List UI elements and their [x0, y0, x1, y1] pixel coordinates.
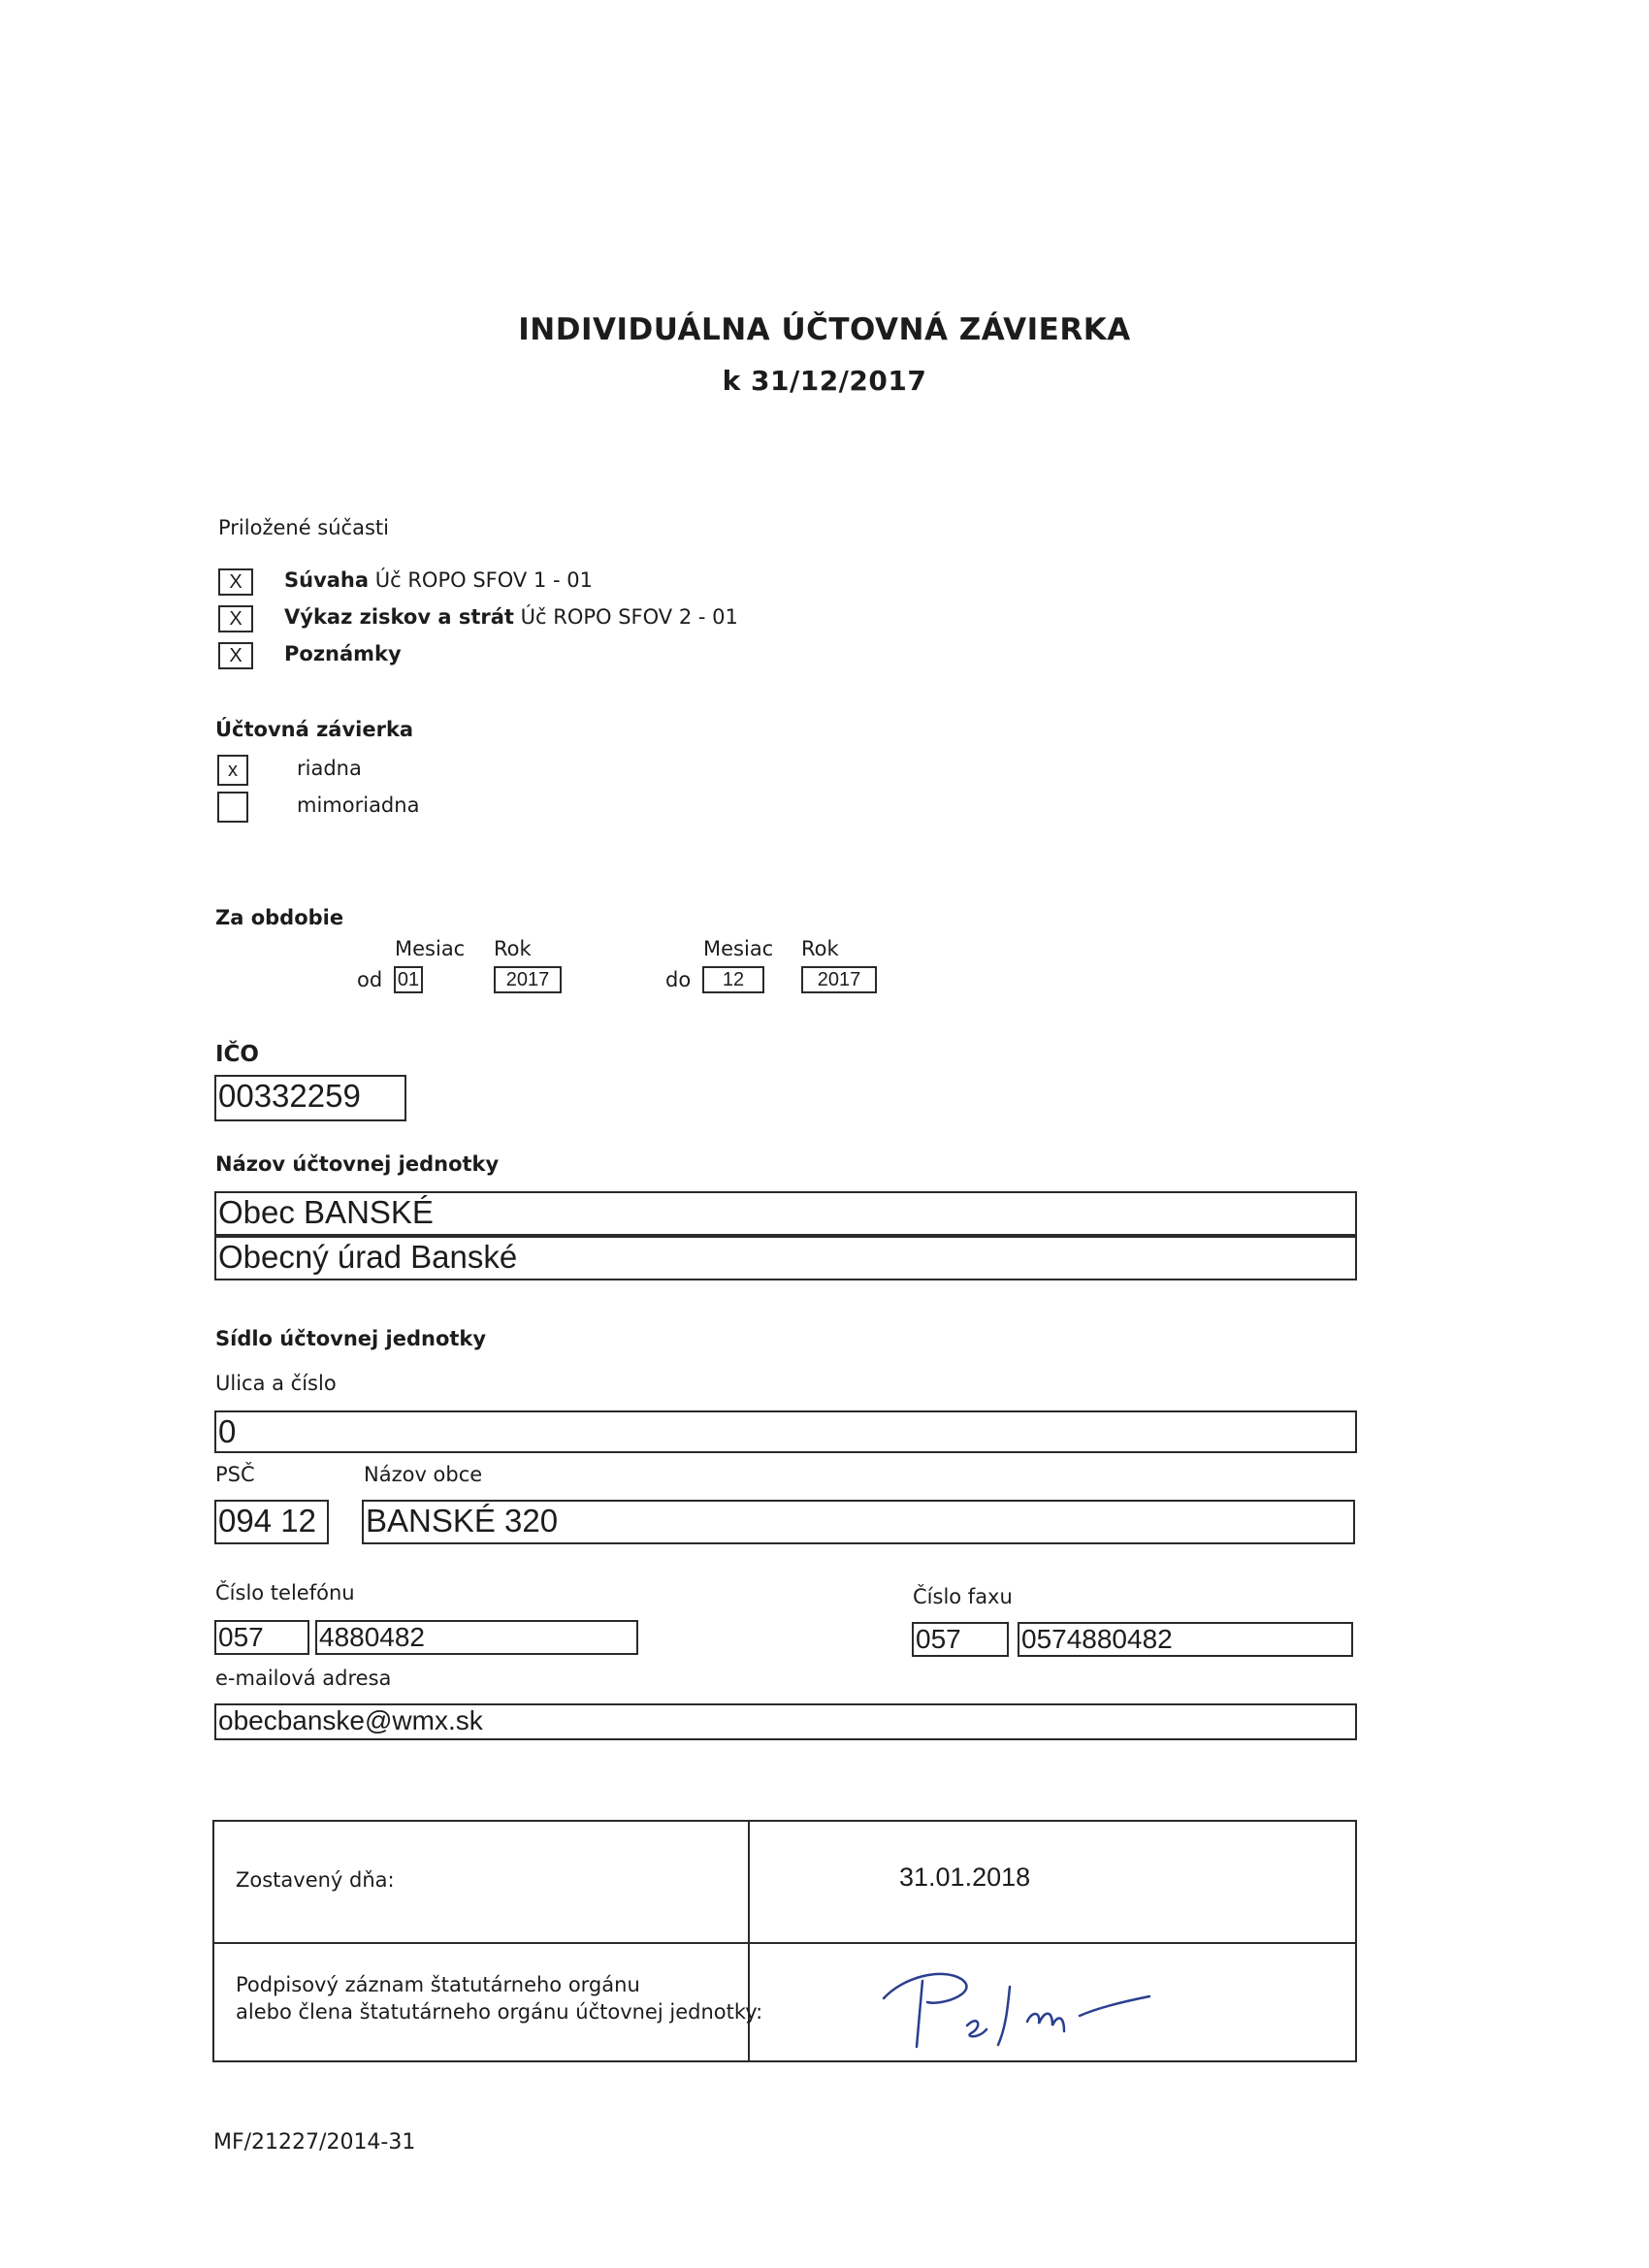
phone-label: Číslo telefónu: [215, 1581, 355, 1604]
attachment-name: Súvaha: [284, 568, 370, 592]
attachment-poznamky: Poznámky: [284, 642, 402, 665]
attachment-vykaz: [284, 605, 738, 629]
from-label: od: [357, 968, 383, 991]
period-heading: Za obdobie: [215, 906, 344, 929]
from-year-field[interactable]: 2017: [494, 966, 562, 993]
to-year-label: Rok: [801, 937, 839, 960]
attachment-code: Úč ROPO SFOV 1 - 01: [374, 568, 593, 592]
document-date: k 31/12/2017: [722, 365, 927, 397]
checkbox-poznamky[interactable]: X: [218, 642, 253, 669]
street-label: Ulica a číslo: [215, 1372, 337, 1395]
from-month-field[interactable]: 01: [394, 966, 423, 993]
to-label: do: [665, 968, 692, 991]
address-heading: Sídlo účtovnej jednotky: [215, 1327, 487, 1350]
fax-label: Číslo faxu: [913, 1585, 1013, 1608]
phone-number-field[interactable]: 4880482: [315, 1620, 638, 1655]
email-field[interactable]: obecbanske@wmx.sk: [214, 1703, 1357, 1740]
compiled-date: 31.01.2018: [899, 1863, 1031, 1892]
street-field[interactable]: 0: [214, 1410, 1357, 1453]
to-month-field[interactable]: 12: [702, 966, 764, 993]
email-label: e-mailová adresa: [215, 1667, 392, 1690]
zip-label: PSČ: [215, 1463, 255, 1486]
fax-prefix-field[interactable]: 057: [912, 1622, 1009, 1657]
ico-label: IČO: [215, 1042, 259, 1067]
sign-label-line2: alebo člena štatutárneho orgánu účtovnej jednotky:: [236, 2000, 763, 2024]
checkbox-suvaha[interactable]: X: [218, 568, 253, 596]
from-year-label: Rok: [494, 937, 532, 960]
from-month-label: Mesiac: [395, 937, 466, 960]
footer-reference: MF/21227/2014-31: [213, 2130, 416, 2155]
compiled-label: Zostavený dňa:: [236, 1868, 395, 1892]
attachment-code: Úč ROPO SFOV 2 - 01: [520, 605, 738, 629]
zip-field[interactable]: 094 12: [214, 1500, 329, 1544]
city-label: Názov obce: [364, 1463, 483, 1486]
checkbox-riadna[interactable]: x: [217, 755, 248, 786]
to-year-field[interactable]: 2017: [801, 966, 877, 993]
option-mimoriadna: mimoriadna: [297, 794, 420, 817]
ico-field[interactable]: 00332259: [214, 1075, 406, 1121]
sign-label-line1: Podpisový záznam štatutárneho orgánu: [236, 1973, 640, 1996]
fax-number-field[interactable]: 0574880482: [1018, 1622, 1353, 1657]
handwritten-signature: [874, 1958, 1165, 2055]
signature-table: [212, 1820, 1357, 2062]
checkbox-mimoriadna[interactable]: [217, 792, 248, 823]
city-field[interactable]: BANSKÉ 320: [362, 1500, 1355, 1544]
entity-name-label: Názov účtovnej jednotky: [215, 1152, 500, 1176]
document-title: INDIVIDUÁLNA ÚČTOVNÁ ZÁVIERKA: [518, 312, 1131, 347]
option-riadna: riadna: [297, 757, 362, 780]
attachment-name: Výkaz ziskov a strát: [284, 605, 514, 629]
checkbox-vykaz[interactable]: X: [218, 605, 253, 632]
table-divider: [748, 1822, 750, 2060]
attachment-suvaha: [284, 568, 593, 592]
entity-name-line1[interactable]: Obec BANSKÉ: [214, 1191, 1357, 1236]
entity-name-line2[interactable]: Obecný úrad Banské: [214, 1236, 1357, 1280]
attachments-heading: Priložené súčasti: [218, 516, 389, 539]
statement-type-heading: Účtovná závierka: [215, 718, 414, 741]
table-divider: [214, 1942, 1355, 1944]
phone-prefix-field[interactable]: 057: [214, 1620, 309, 1655]
to-month-label: Mesiac: [703, 937, 774, 960]
